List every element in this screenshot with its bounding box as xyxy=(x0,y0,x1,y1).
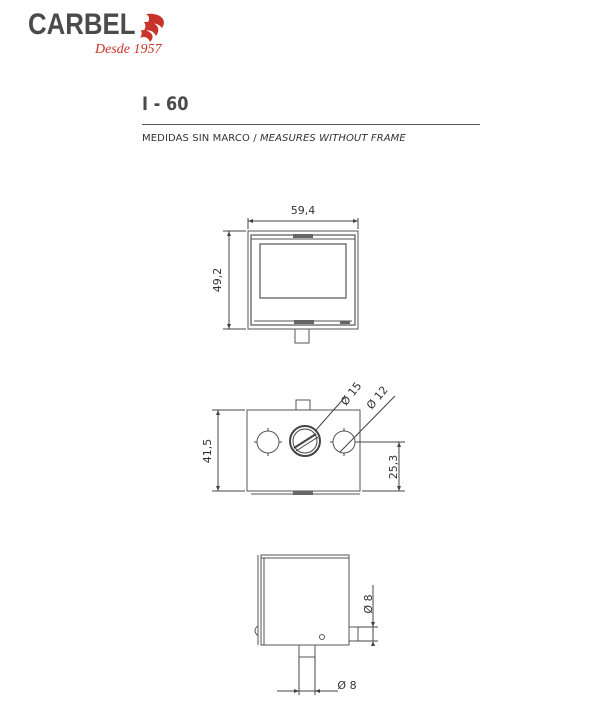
top-offset-label: 25,3 xyxy=(387,454,400,480)
top-view xyxy=(201,380,405,495)
brand-logo-text: CARBEL xyxy=(28,8,136,41)
top-depth-label: 41,5 xyxy=(201,438,214,464)
front-view xyxy=(211,204,358,343)
subtitle-english: MEASURES WITHOUT FRAME xyxy=(259,133,406,144)
front-height-label: 49,2 xyxy=(211,267,224,293)
front-height-dimension xyxy=(223,231,246,329)
side-bottom-label: Ø 8 xyxy=(337,679,357,692)
side-bottom-dimension xyxy=(277,657,338,695)
model-title: I - 60 xyxy=(142,93,189,115)
side-right-dimension xyxy=(358,585,378,646)
outlet-small-label: Ø 12 xyxy=(363,383,391,412)
top-depth-dimension xyxy=(212,410,245,491)
front-width-dimension xyxy=(248,218,358,229)
brand-tagline: Desde 1957 xyxy=(95,42,162,57)
subtitle-spanish: MEDIDAS SIN MARCO / xyxy=(142,133,260,144)
side-view xyxy=(255,555,378,695)
side-right-label: Ø 8 xyxy=(362,594,375,614)
front-width-label: 59,4 xyxy=(290,204,316,217)
outlet-large-label: Ø 15 xyxy=(338,379,365,409)
